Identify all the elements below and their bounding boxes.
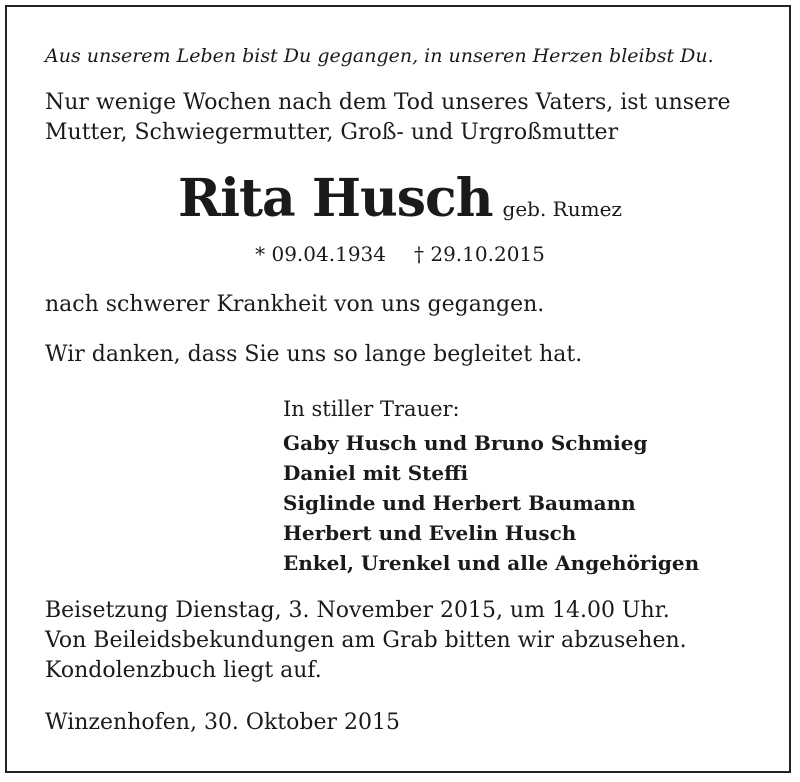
intro-line-1: Nur wenige Wochen nach dem Tod unseres Vaters, ist unsere <box>45 90 731 115</box>
mourner-name: Enkel, Urenkel und alle Angehörigen <box>283 551 700 575</box>
mourner-name: Daniel mit Steffi <box>283 461 469 485</box>
motto-quote: Aus unserem Leben bist Du gegangen, in unseren Herzen bleibst Du. <box>45 45 714 67</box>
mourner-name: Herbert und Evelin Husch <box>283 521 577 545</box>
birth-date: * 09.04.1934 <box>255 242 386 266</box>
passing-text: nach schwerer Krankheit von uns gegangen. <box>45 292 545 317</box>
mourner-name: Gaby Husch und Bruno Schmieg <box>283 431 648 455</box>
funeral-line-1: Beisetzung Dienstag, 3. November 2015, um 14.00 Uhr. <box>45 598 670 623</box>
birth-name: geb. Rumez <box>502 197 622 221</box>
place-date: Winzenhofen, 30. Oktober 2015 <box>45 710 400 735</box>
life-dates <box>0 239 800 269</box>
thanks-text: Wir danken, dass Sie uns so lange begleitet hat. <box>45 342 583 367</box>
funeral-line-2: Von Beileidsbekundungen am Grab bitten wir abzusehen. <box>45 628 687 653</box>
funeral-line-3: Kondolenzbuch liegt auf. <box>45 658 322 683</box>
death-date: † 29.10.2015 <box>414 242 545 266</box>
deceased-name-row <box>0 166 800 232</box>
intro-line-2: Mutter, Schwiegermutter, Groß- und Urgroßmutter <box>45 120 619 145</box>
mourner-list <box>283 428 699 578</box>
deceased-name: Rita Husch <box>178 168 493 229</box>
mourner-name: Siglinde und Herbert Baumann <box>283 491 636 515</box>
mourning-label: In stiller Trauer: <box>283 397 460 421</box>
